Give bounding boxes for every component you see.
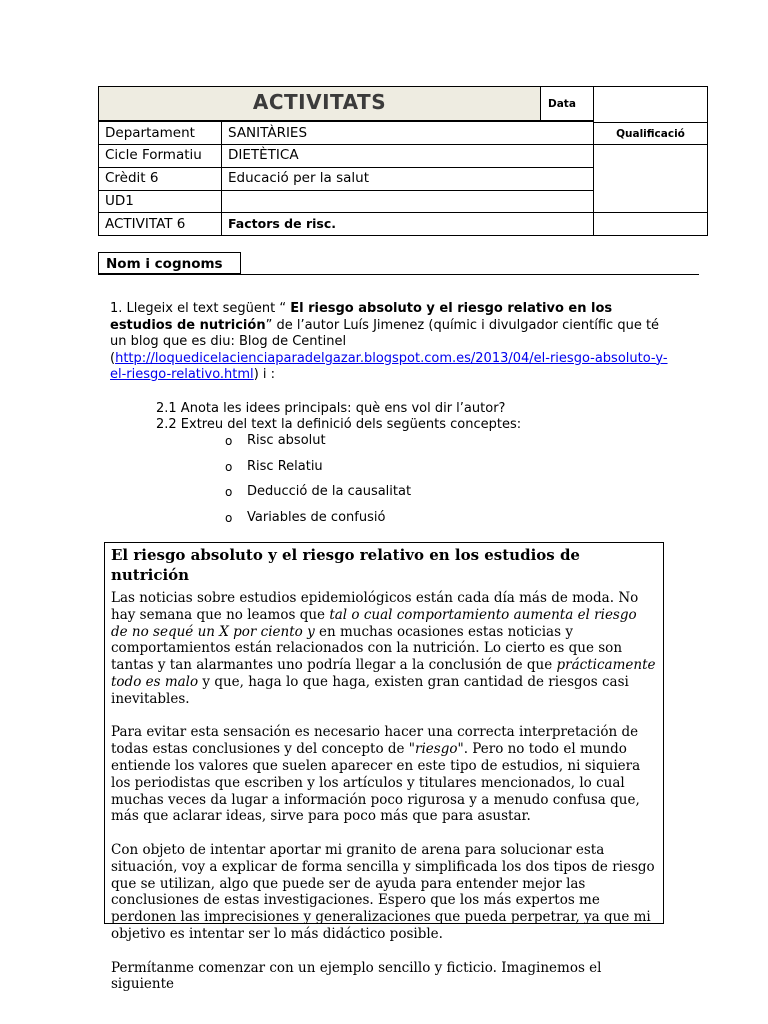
date-label: Data — [548, 98, 576, 110]
bullet-icon: o — [225, 511, 233, 525]
row-label-ud: UD1 — [105, 193, 134, 209]
article-title: El riesgo absoluto y el riesgo relativo en los estudios de nutrición — [111, 546, 580, 584]
blog-link[interactable]: http://loquedicelacienciaparadelgazar.blogspot.com.es/2013/04/el-riesgo-absoluto-y-el-riesgo-relativo.html — [110, 350, 668, 382]
concept-item: Deducció de la causalitat — [247, 484, 412, 499]
row-label-activitat: ACTIVITAT 6 — [105, 216, 186, 232]
row-label-departament: Departament — [105, 125, 195, 141]
concept-item: Variables de confusió — [247, 510, 386, 525]
concept-item: Risc absolut — [247, 433, 326, 448]
article-excerpt-box — [104, 542, 664, 993]
article-paragraph: Las noticias sobre estudios epidemiológicos están cada día más de moda. No hay semana que no leamos que tal o cual comportamiento aumenta el riesgo de no sequé un X por ciento y en muchas ocasiones estas noticias y comportamientos están relacionados con la nutrición. Lo cierto es que son tantas y tan alarmantes uno podría llegar a la conclusión de que prácticamente todo es malo y que, haga lo que haga, existen gran cantidad de riesgos casi inevitables. — [111, 590, 656, 707]
bullet-icon: o — [225, 485, 233, 499]
task-2-2: 2.2 Extreu del text la definició dels següents conceptes: — [156, 417, 522, 432]
article-paragraph: Permítanme comenzar con un ejemplo sencillo y ficticio. Imaginemos el siguiente — [111, 959, 602, 993]
row-value-credit: Educació per la salut — [228, 170, 370, 186]
bullet-icon: o — [225, 434, 233, 448]
page-title: ACTIVITATS — [252, 90, 387, 114]
concept-item: Risc Relatiu — [247, 459, 323, 474]
row-value-departament: SANITÀRIES — [228, 125, 308, 141]
bullet-icon: o — [225, 460, 233, 474]
row-label-cicle: Cicle Formatiu — [105, 147, 202, 163]
row-value-cicle: DIETÈTICA — [228, 147, 299, 163]
article-paragraph: Con objeto de intentar aportar mi granito de arena para solucionar esta situación, voy a explicar de forma sencilla y simplificada los dos tipos de riesgo que se utilizan, algo que puede ser de ayuda para entender mejor las conclusiones de estas investigaciones. Espero que los más expertos me perdonen las imprecisiones y generalizaciones que pueda perpetrar, ya que mi objetivo es intentar ser lo más didáctico posible. — [111, 841, 655, 942]
row-value-activitat: Factors de risc. — [228, 216, 336, 231]
row-label-credit: Crèdit 6 — [105, 170, 159, 186]
activity-header-table — [98, 86, 708, 236]
name-underline — [98, 274, 699, 275]
grade-label: Qualificació — [616, 128, 685, 140]
name-field-label: Nom i cognoms — [98, 252, 241, 274]
article-paragraph: Para evitar esta sensación es necesario hacer una correcta interpretación de todas estas conclusiones y del concepto de "riesgo". Pero no todo el mundo entiende los valores que suelen aparecer en este tipo de estudios, ni siquiera los periodistas que escriben y los artículos y titulares mencionados, lo cual muchas veces da lugar a información poco rigurosa y a menudo confusa que, más que aclarar ideas, sirve para poco más que para asustar. — [111, 724, 641, 825]
instructions-paragraph: 1. Llegeix el text següent “ El riesgo absoluto y el riesgo relativo en los estudios de nutrición” de l’autor Luís Jimenez (químic i divulgador científic que té un blog que es diu: Blog de Centinel (http://loquedicelacienciaparadelgazar.blogspot.com.es/2013/04/el-riesgo-absoluto-y-el-riesgo-relativo.html) i : — [110, 301, 668, 382]
text-title-reference: El riesgo absoluto y el riesgo relativo en los estudios de nutrición — [110, 301, 613, 333]
task-2-1: 2.1 Anota les idees principals: què ens vol dir l’autor? — [156, 401, 506, 416]
